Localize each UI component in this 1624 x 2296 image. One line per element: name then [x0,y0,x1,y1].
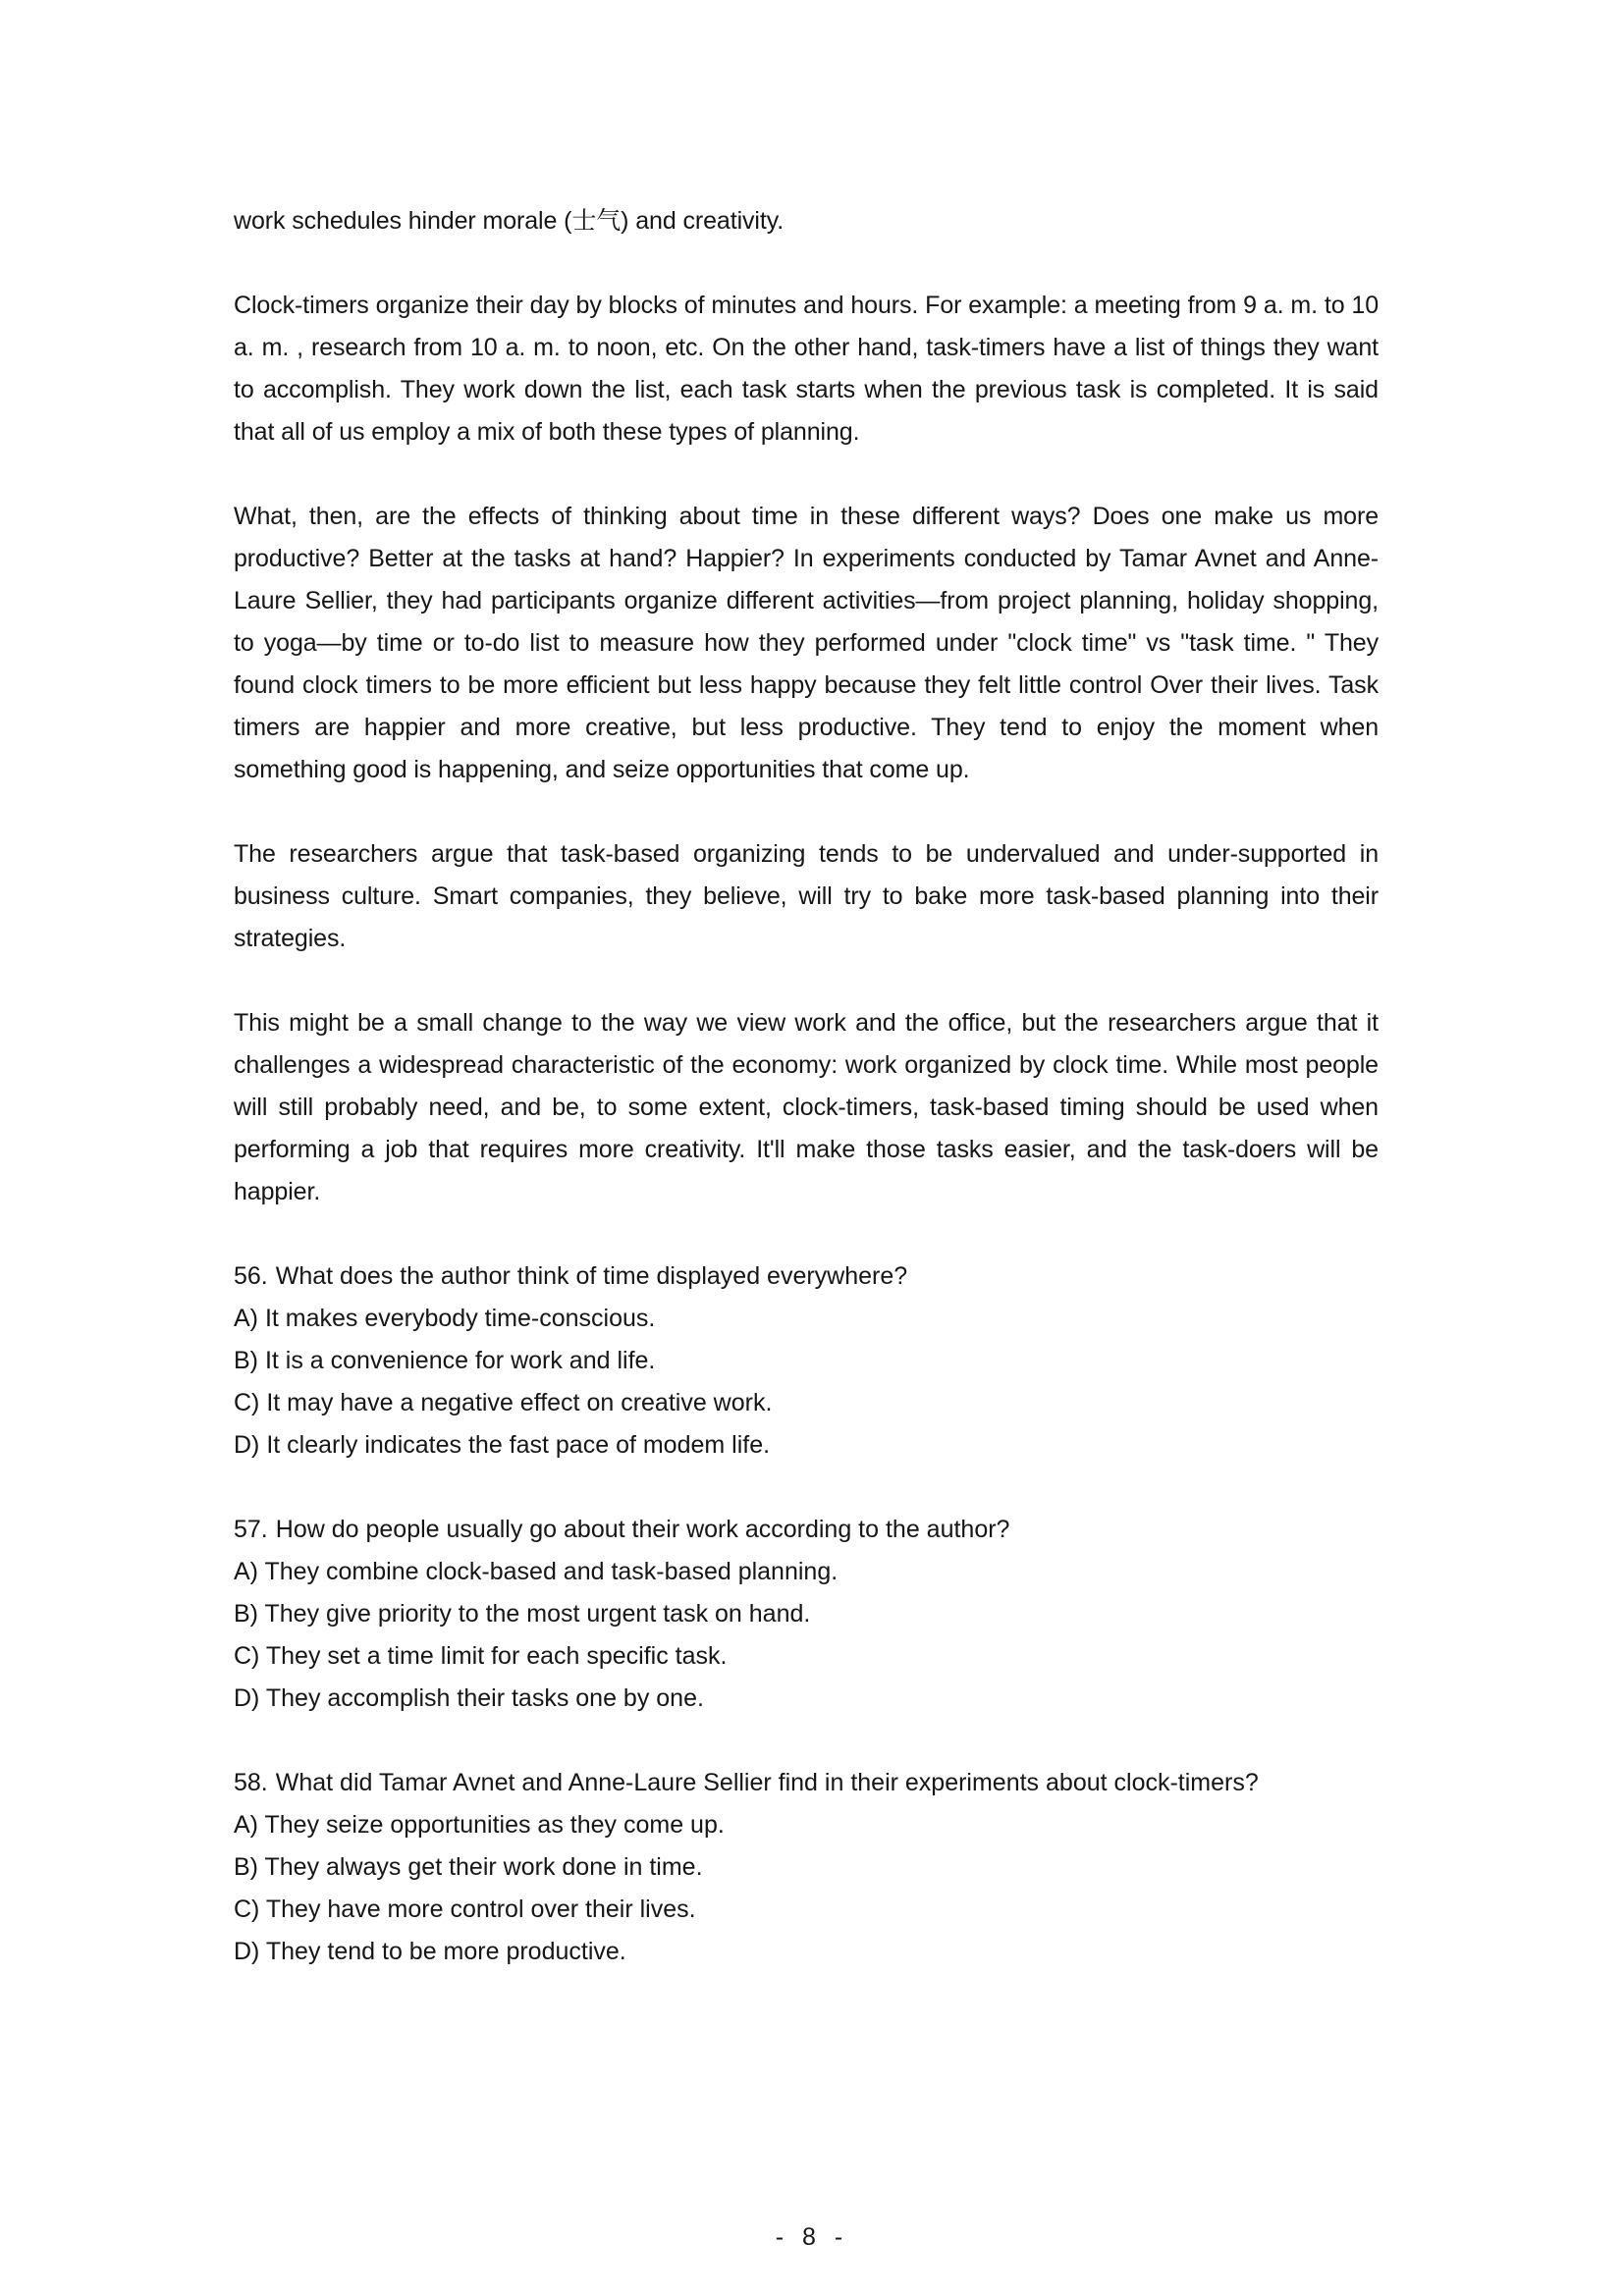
question-57-option-a: A) They combine clock-based and task-based planning. [234,1558,839,1585]
question-block-58 [234,1762,1379,1973]
question-56 [234,1255,1379,1298]
question-58-option-a: A) They seize opportunities as they come up. [234,1811,725,1839]
question-57-option-c: C) They set a time limit for each specific task. [234,1642,728,1670]
question-block-57 [234,1509,1379,1720]
paragraph-continuation: work schedules hinder morale (士气) and creativity. [234,207,785,235]
question-56-option-d: D) It clearly indicates the fast pace of modem life. [234,1431,771,1459]
question-56-number: 56. [234,1262,268,1290]
question-58-option-d: D) They tend to be more productive. [234,1938,626,1965]
question-56-option-c: C) It may have a negative effect on creative work. [234,1389,773,1416]
question-58-option-b: B) They always get their work done in time. [234,1853,703,1881]
question-56-option-b: B) It is a convenience for work and life. [234,1347,656,1374]
question-57-number: 57. [234,1516,268,1543]
question-block-56 [234,1255,1379,1467]
page-number: - 8 - [775,2223,849,2251]
question-56-option-a: A) It makes everybody time-conscious. [234,1305,656,1332]
question-58-option-c: C) They have more control over their lives. [234,1896,696,1923]
paragraph-small-change: This might be a small change to the way we view work and the office, but the researchers argue that it challenges a widespread characteristic of the economy: work organized by clock time. While most people will still probably need, and be, to some extent, clock-timers, task-based timing should be used when performing a job that requires more creativity. It'll make those tasks easier, and the task-doers will be happier. [234,1009,1379,1205]
question-58-number: 58. [234,1769,268,1796]
question-58 [234,1762,1379,1804]
paragraph-clock-timers: Clock-timers organize their day by blocks of minutes and hours. For example: a meeting from 9 a. m. to 10 a. m. , research from 10 a. m. to noon, etc. On the other hand, task-timers have a list of things they want to accomplish. They work down the list, each task starts when the previous task is completed. It is said that all of us employ a mix of both these types of planning. [234,292,1379,446]
paragraph-experiments: What, then, are the effects of thinking about time in these different ways? Does one make us more productive? Better at the tasks at hand? Happier? In experiments conducted by Tamar Avnet and Anne-Laure Sellier, they had participants organize different activities—from project planning, holiday shopping, to yoga—by time or to-do list to measure how they performed under "clock time" vs "task time. " They found clock timers to be more efficient but less happy because they felt little control Over their lives. Task timers are happier and more creative, but less productive. They tend to enjoy the moment when something good is happening, and seize opportunities that come up. [234,503,1379,783]
question-56-text: What does the author think of time displayed everywhere? [275,1262,908,1290]
paragraph-researchers-argue: The researchers argue that task-based organizing tends to be undervalued and under-supported in business culture. Smart companies, they believe, will try to bake more task-based planning into their strategies. [234,840,1379,952]
question-58-text: What did Tamar Avnet and Anne-Laure Sellier find in their experiments about clock-timers? [275,1769,1259,1796]
question-57-option-d: D) They accomplish their tasks one by one. [234,1684,704,1712]
question-57-text: How do people usually go about their work according to the author? [275,1516,1010,1543]
page-content [234,200,1379,2015]
question-57 [234,1509,1379,1551]
question-57-option-b: B) They give priority to the most urgent task on hand. [234,1600,811,1628]
